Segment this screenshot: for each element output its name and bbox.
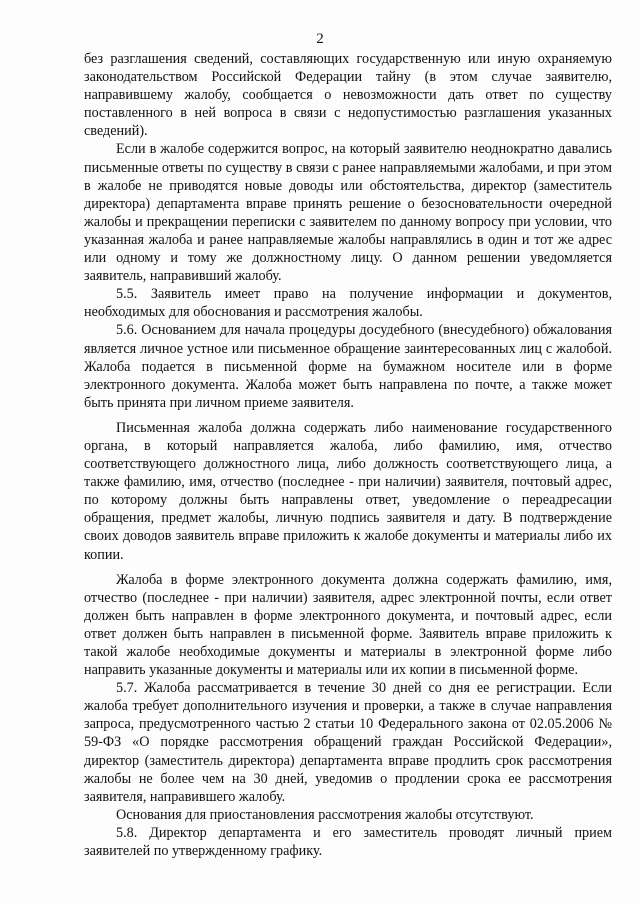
- paragraph-5-5: 5.5. Заявитель имеет право на получение информации и документов, необходимых для обоснования и рассмотрения жалобы.: [84, 286, 612, 321]
- paragraph-continuation: без разглашения сведений, составляющих государственную или иную охраняемую законодательством Российской Федерации тайну (в этом случае заявителю, направившему жалобу, сообщается о невозможности дать ответ по существу поставленного в ней вопроса в связи с недопустимостью разглашения указанных сведений).: [84, 51, 612, 140]
- paragraph-5-6: 5.6. Основанием для начала процедуры досудебного (внесудебного) обжалования является личное устное или письменное обращение заинтересованных лиц с жалобой. Жалоба подается в письменной форме на бумажном носителе или в форме электронного документа. Жалоба может быть направлена по почте, а также может быть принята при личном приеме заявителя.: [84, 322, 612, 411]
- document-body: [84, 50, 612, 860]
- paragraph-written-complaint: Письменная жалоба должна содержать либо наименование государственного органа, в который направляется жалоба, либо фамилию, имя, отчество соответствующего должностного лица, либо должность соответствующего лица, а также фамилию, имя, отчество (последнее - при наличии) заявителя, почтовый адрес, по которому должны быть направлены ответ, уведомление о переадресации обращения, предмет жалобы, личную подпись заявителя и дату. В подтверждение своих доводов заявитель вправе приложить к жалобе документы и материалы либо их копии.: [84, 419, 612, 563]
- paragraph-5-8: 5.8. Директор департамента и его заместитель проводят личный прием заявителей по утвержденному графику.: [84, 824, 612, 860]
- paragraph-repeated-question: Если в жалобе содержится вопрос, на который заявителю неоднократно давались письменные ответы по существу в связи с ранее направляемыми жалобами, и при этом в жалобе не приводятся новые доводы или обстоятельства, директор (заместитель директора) департамента вправе принять решение о безосновательности очередной жалобы и прекращении переписки с заявителем по данному вопросу при условии, что указанная жалоба и ранее направляемые жалобы направлялись в один и тот же адрес или одному и тому же должностному лицу. О данном решении уведомляется заявитель, направивший жалобу.: [84, 141, 612, 285]
- page-number: 2: [316, 31, 324, 47]
- paragraph-electronic-complaint: Жалоба в форме электронного документа должна содержать фамилию, имя, отчество (последнее - при наличии) заявителя, адрес электронной почты, если ответ должен быть направлен в форме электронного документа, и почтовый адрес, если ответ должен быть направлен в письменной форме. Заявитель вправе приложить к такой жалобе необходимые документы и материалы в электронной форме либо направить указанные документы и материалы или их копии в письменной форме.: [84, 571, 612, 679]
- paragraph-suspension: Основания для приостановления рассмотрения жалобы отсутствуют.: [116, 806, 534, 823]
- paragraph-5-7: 5.7. Жалоба рассматривается в течение 30 дней со дня ее регистрации. Если жалоба требует дополнительного изучения и проверки, а также в случае направления запроса, предусмотренного частью 2 статьи 10 Федерального закона от 02.05.2006 № 59-ФЗ «О порядке рассмотрения обращений граждан Российской Федерации», директор (заместитель директора) департамента вправе продлить срок рассмотрения жалобы не более чем на 30 дней, уведомив о продлении срока ее рассмотрения заявителя, направившего жалобу.: [84, 680, 612, 805]
